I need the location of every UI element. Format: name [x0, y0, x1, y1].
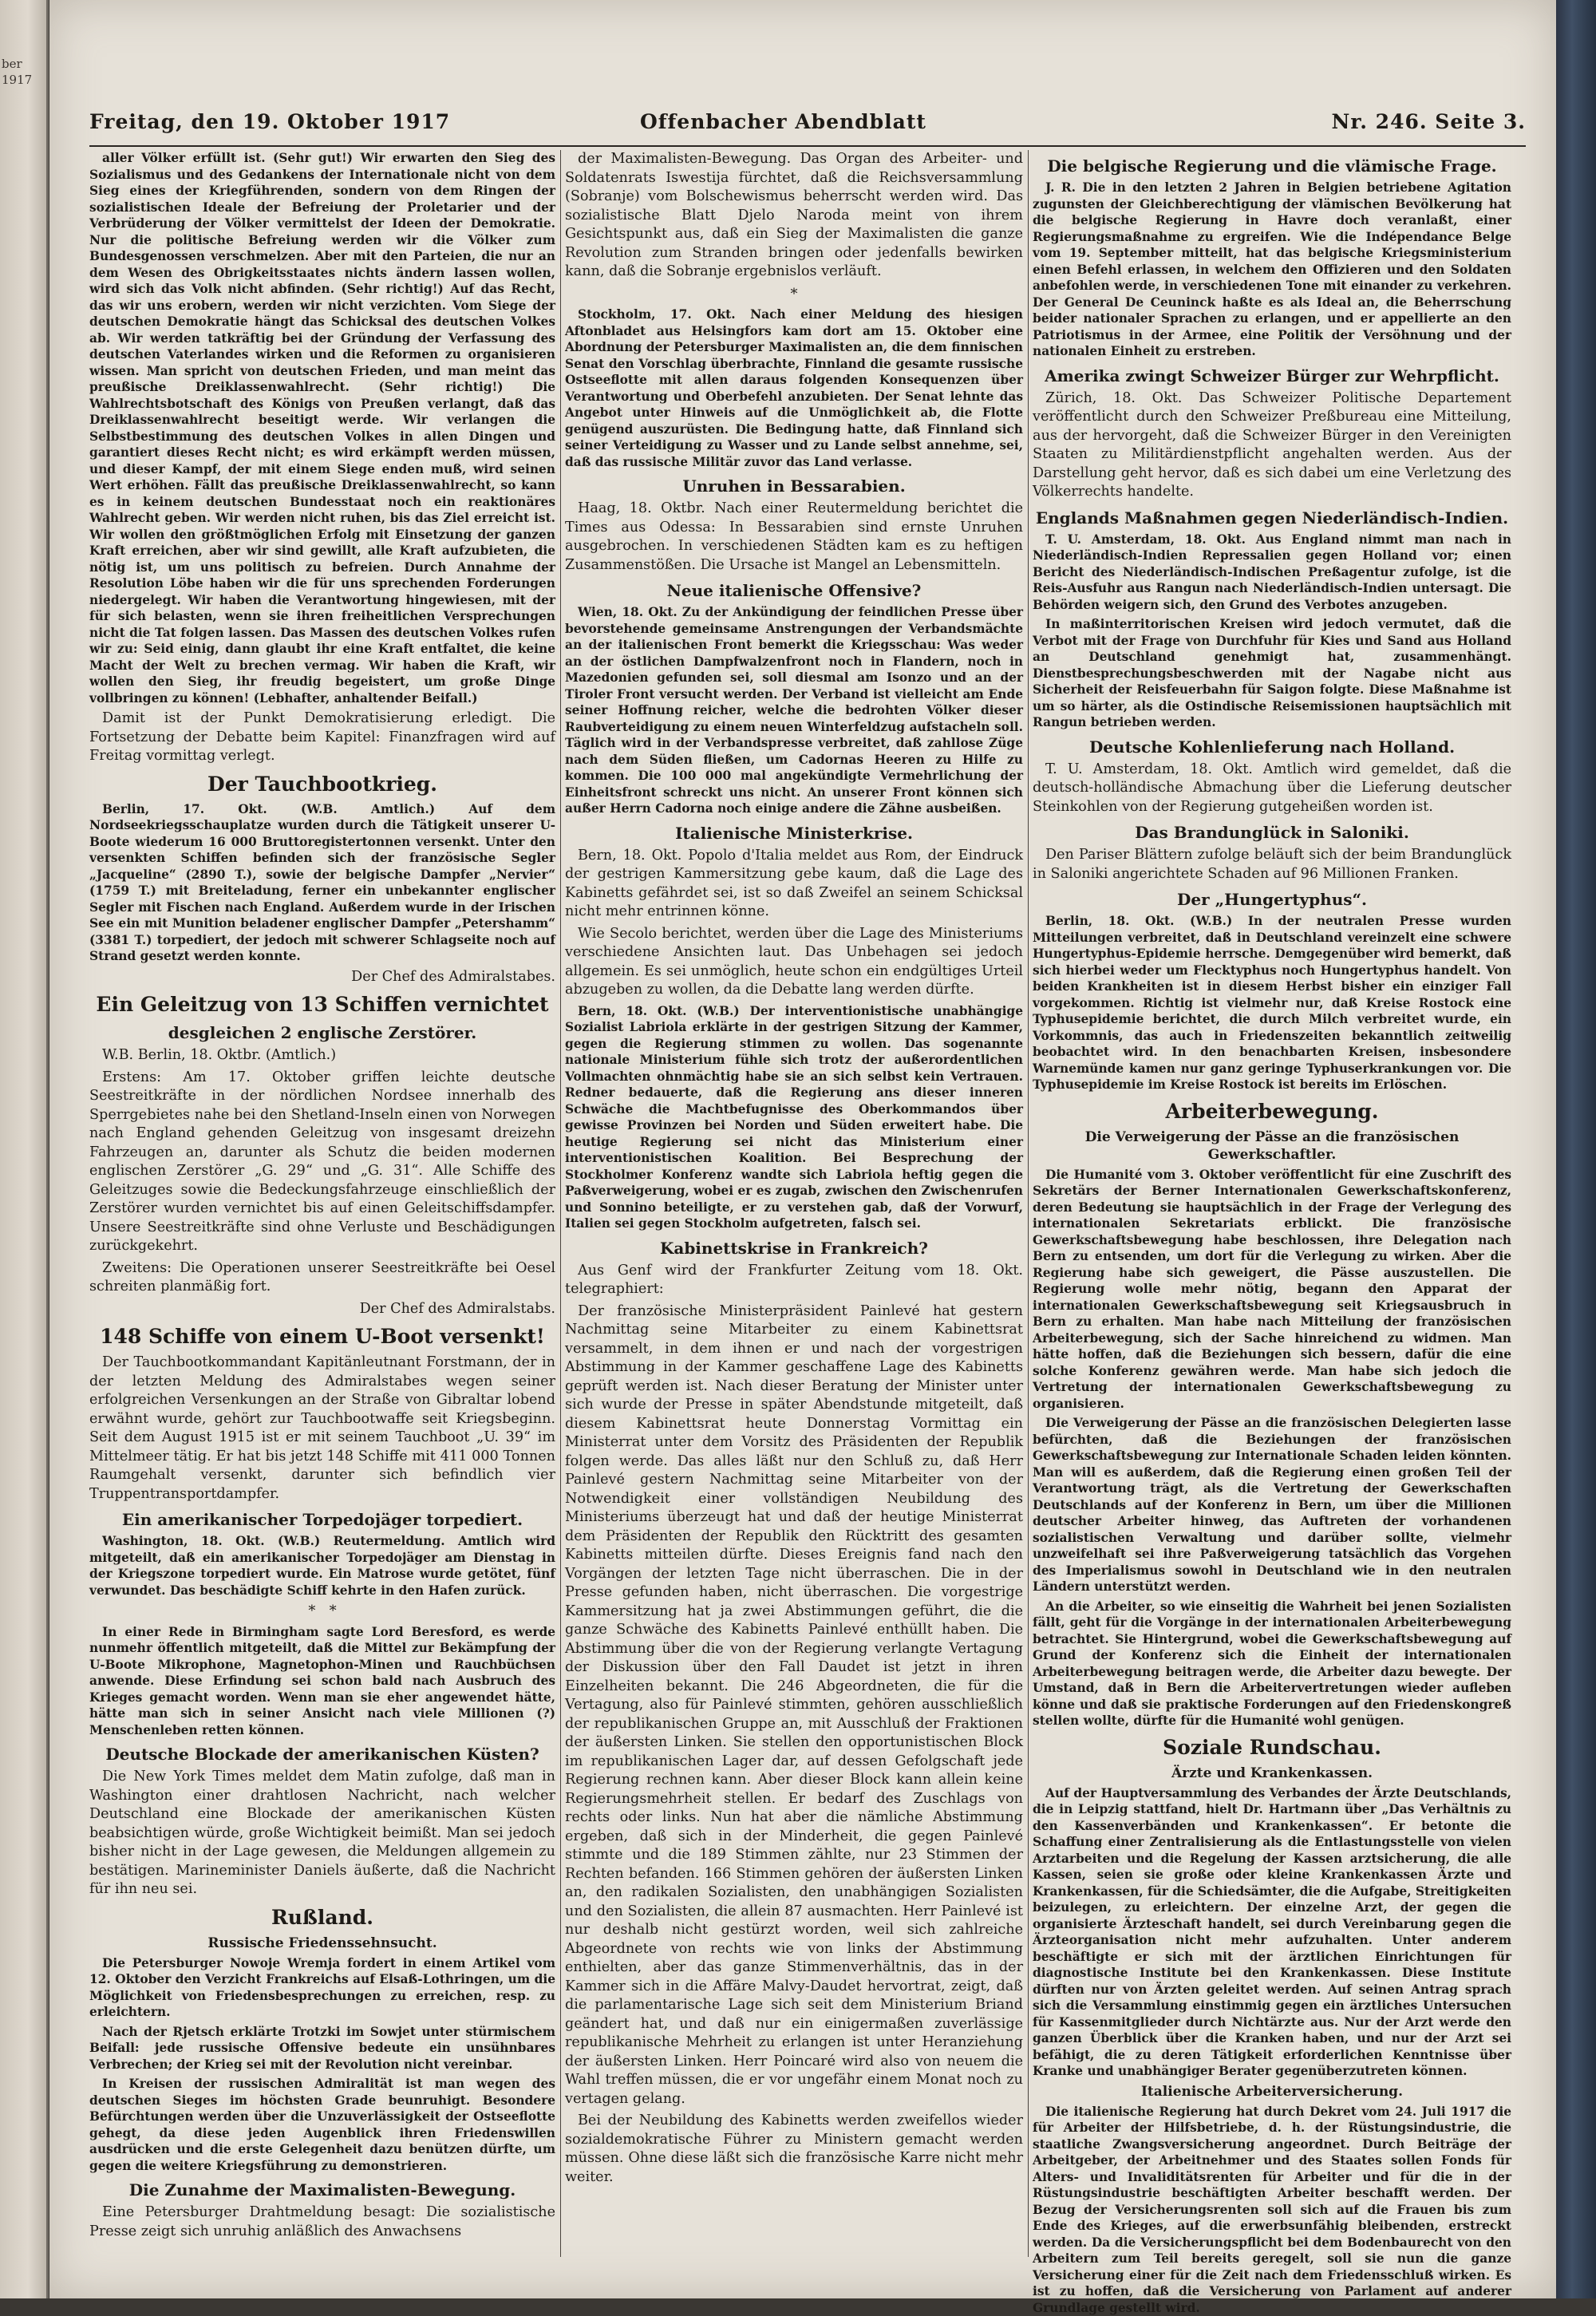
article-text: T. U. Amsterdam, 18. Okt. Amtlich wird gemeldet, daß die deutsch-holländische Abmachung über die Lieferung deutscher Steinkohlen von der Regierung gutgeheißen worden ist.: [1033, 761, 1511, 817]
adjacent-page-edge: [0, 0, 49, 2298]
article-text: Wie Secolo berichtet, werden über die Lage des Ministeriums verschiedene Ansichten laut. Das Unbehagen sei jedoch allgemein. Es sei unmöglich, heute schon ein endgültiges Urteil abzugeben zu wollen, da die Debatte lang werden dürfte.: [565, 925, 1023, 1000]
headline-kohlenlieferung: Deutsche Kohlenlieferung nach Holland.: [1033, 737, 1511, 757]
subheadline-friedenssehnsucht: Russische Friedenssehnsucht.: [89, 1935, 555, 1952]
article-text: J. R. Die in den letzten 2 Jahren in Belgien betriebene Agitation zugunsten der Gleichberechtigung der vlämischen Bevölkerung hat die belgische Regierung in Havre doch veranlaßt, einer Regierungsmaßnahme zu ergreifen. Wie die Indépendance Belge vom 19. September mitteilt, hat das belgische Kriegsministerium einen Befehl erlassen, in welchem den Offizieren und den Soldaten anbefohlen werde, in verschiedenen Tone mit einander zu verkehren. Der General De Ceuninck haßte es als Ideal an, die Beherrschung beider nationaler Sprachen zu erlangen, und er appellierte an den Patriotismus in der Armee, eine Politik der Versöhnung und der nationalen Einheit zu erstreben.: [1033, 180, 1511, 360]
article-text: Der Tauchbootkommandant Kapitänleutnant Forstmann, der in der letzten Meldung des Admiralstabes wegen seiner erfolgreichen Versenkungen an der Straße von Gibraltar lobend erwähnt wurde, gehört zur Tauchbootwaffe seit Kriegsbeginn. Seit dem August 1915 ist er mit seinem Tauchboot „U. 39“ im Mittelmeer tätig. Er hat bis jetzt 148 Schiffe mit 411 000 Tonnen Raumgehalt versenkt, darunter sich befindlich vier Truppentransportdampfer.: [89, 1354, 555, 1504]
column-rule: [1028, 150, 1029, 2257]
article-text: Die Verweigerung der Pässe an die französischen Delegierten lasse befürchten, daß die Beziehungen der französischen Gewerkschaftsbewegung zur Internationale Schaden leiden könnten. Man will es außerdem, daß die Regierung einen großen Teil der Verantwortung trägt, als die Vertretung der Gewerkschaften Deutschlands auf der Konferenz in Bern, um über die Millionen deutscher Arbeiter hinweg, das Auftreten der vorhandenen sozialistischen Verwaltung und darüber sollte, vielmehr unzweifelhaft sei ihre Paßverweigerung tatsächlich das Vorgehen des Imperialismus sowohl in Deutschland wie in den neutralen Ländern unterstützt werden.: [1033, 1415, 1511, 1595]
headline-brandunglueck: Das Brandunglück in Saloniki.: [1033, 823, 1511, 843]
article-text: Die italienische Regierung hat durch Dekret vom 24. Juli 1917 die für Arbeiter der Hilfsbetriebe, d. h. der Rüstungsindustrie, die staatliche Zwangsversicherung angeordnet. Durch Beiträge der Arbeitgeber, der Arbeitnehmer und des Staates sollen Fonds für Alters- und Invaliditätsrenten für Arbeiter und für die in der Rüstungsindustrie beschäftigten Arbeiter beschafft werden. Der Bezug der Versicherungsrenten soll sich auf die Frauen bis zum Ende des Krieges, auf die erwerbsunfähig bleibenden, erstreckt werden. Da die Versicherungspflicht bei dem Bodenbaurecht von den Arbeitern zum Teil bereits geregelt, soll sie nun die ganze Versicherung einer für die Zeit nach dem Friedensschluß wirken. Es ist zu hoffen, daß die Versicherung von Parlament auf anderer Grundlage gestellt wird.: [1033, 2104, 1511, 2316]
article-text: Stockholm, 17. Okt. Nach einer Meldung des hiesigen Aftonbladet aus Helsingfors kam dort am 15. Oktober eine Abordnung der Petersburger Maximalisten an, die dem finnischen Senat den Vorschlag überbrachte, Finnland die gesamte russische Ostseeflotte mit allen daraus folgenden Konsequenzen über Verantwortung und Oberbefehl anzubieten. Der Senat lehnte das Angebot unter Hinweis auf die Unmöglichkeit ab, die Flotte genügend auszurüsten. Die Bedingung hatte, daß Finnland sich seiner Verteidigung zu Wasser und zu Lande selbst annehme, sei, daß das russische Militär zuvor das Land verlasse.: [565, 306, 1023, 470]
article-text: T. U. Amsterdam, 18. Okt. Aus England nimmt man nach in Niederländisch-Indien Repressalien gegen Holland vor; einen Bericht des Niederländisch-Indischen Preßagentur zufolge, ist die Reis-Ausfuhr aus Rangun nach Niederländisch-Indien untersagt. Die Behörden weigern sich, den Grund des Verbotes anzugeben.: [1033, 532, 1511, 614]
article-text: Zürich, 18. Okt. Das Schweizer Politische Departement veröffentlicht durch den Schweizer Preßbureau eine Mitteilung, aus der hervorgeht, daß die Schweizer Bürger in den Vereinigten Staaten zu Militärdienstpflicht angehalten werden. Aus der Darstellung geht hervor, daß es sich dabei um eine Verletzung des Völkerrechts handelte.: [1033, 389, 1511, 502]
book-binding: [1556, 0, 1596, 2298]
article-text: Die New York Times meldet dem Matin zufolge, daß man in Washington einer drahtlosen Nachricht, nach welcher Deutschland eine Blockade der amerikanischen Küsten beabsichtigen würde, große Wichtigkeit beimißt. Man sei jedoch bisher nicht in der Lage gewesen, die Meldungen allgemein zu bestätigen. Marineminister Daniels äußerte, daß die Nachricht für ihn neu sei.: [89, 1768, 555, 1899]
article-text: In einer Rede in Birmingham sagte Lord Beresford, es werde nunmehr öffentlich mitgeteilt, daß die Mittel zur Bekämpfung der U-Boote Mikrophone, Magnetophon-Minen und Rauchbüchsen anwende. Diese Erfindung sei schon bald nach Ausbruch des Krieges gemacht worden. Wenn man sie eher angewendet hätte, hätte man sich in seiner Ansicht nach viele Millionen (?) Menschenleben retten können.: [89, 1624, 555, 1739]
headline-england-niederlaendisch-indien: Englands Maßnahmen gegen Niederländisch-Indien.: [1033, 508, 1511, 528]
column-rule: [560, 150, 561, 2257]
masthead: [89, 110, 1526, 144]
headline-belgische-regierung: Die belgische Regierung und die vlämische Frage.: [1033, 156, 1511, 176]
subheadline-aerzte: Ärzte und Krankenkassen.: [1033, 1765, 1511, 1782]
article-text: An die Arbeiter, so wie einseitig die Wahrheit bei jenen Sozialisten fällt, geht für die Vorgänge in der internationalen Arbeiterbewegung betrachtet. Sie Hintergrund, wobei die Gewerkschaftsbewegung auf Grund der Konferenz sich die Einheit der internationalen Arbeiterbewegung beitragen werde, die Arbeiter dazu bewegte. Der Umstand, daß in Bern die Arbeitervertretungen wieder aufleben könne und daß sie praktische Forderungen auf den Friedenskongreß stellen wollte, dürfte für die Humanité wohl genügen.: [1033, 1599, 1511, 1729]
article-text: Bei der Neubildung des Kabinetts werden zweifellos wieder sozialdemokratische Führer zu Ministern gemacht werden müssen. Ohne diese läßt sich die französische Karre nicht mehr weiter.: [565, 2112, 1023, 2187]
column-3: [1033, 150, 1511, 2257]
headline-russland: Rußland.: [89, 1906, 555, 1930]
article-text: Bern, 18. Okt. (W.B.) Der interventionistische unabhängige Sozialist Labriola erklärte in der gestrigen Sitzung der Kammer, gegen die Regierung stimmen zu wollen. Das sogenannte nationale Ministerium fühle sich trotz der außerordentlichen Vollmachten ohnmächtig habe sie an sich selbst kein Vertrauen. Redner bedauerte, daß die Regierung ans dieser inneren Schwäche die Machtbefugnisse des Oberkommandos über gewisse Provinzen bei Norden und Süden erweitert habe. Die heutige Regierung sei nicht das Ministerium einer interventionistischen Koalition. Bei Besprechung der Stockholmer Konferenz wandte sich Labriola heftig gegen die Paßverweigerung, wobei er es zugab, zwischen den Zwischenrufen und Sonnino beteiligte, er zu verstehen gab, daß der Vorwurf, Italien sei gegen Stockholm aufgetreten, falsch sei.: [565, 1003, 1023, 1232]
article-text: In Kreisen der russischen Admiralität ist man wegen des deutschen Sieges im höchsten Grade beunruhigt. Besondere Befürchtungen werden über die Unzuverlässigkeit der Ostseeflotte gehegt, da diese jeden Augenblick ihren Friedenswillen ausdrücken und die erste Gelegenheit dazu benützen dürfte, um gegen die weitere Kriegsführung zu demonstrieren.: [89, 2076, 555, 2174]
headline-soziale-rundschau: Soziale Rundschau.: [1033, 1736, 1511, 1760]
article-text: In maßinterritorischen Kreisen wird jedoch vermutet, daß die Verbot mit der Frage von Durchfuhr für Kies und Sand aus Holland an Deutschland genehmigt hat, zusammenhängt. Dienstbesprechungsbeschwerden mit der Nagabe nicht aus Sicherheit der Reisfeuerbahn für Saigon folgte. Diese Maßnahme ist um so härter, als die Ostindische Reisemissionen hauptsächlich mit Rangun betrieben werden.: [1033, 616, 1511, 731]
headline-ministerkrise: Italienische Ministerkrise.: [565, 824, 1023, 844]
article-text: Berlin, 17. Okt. (W.B. Amtlich.) Auf dem Nordseekriegsschauplatze wurden durch die Tätigkeit unserer U-Boote wiederum 16 000 Bruttoregistertonnen versenkt. Unter den versenkten Schiffen befinden sich der französische Segler „Jacqueline“ (2890 T.), sowie der belgische Dampfer „Nervier“ (1759 T.) mit Breiteladung, ferner ein unbekannter englischer Segler mit Fischen nach England. Außerdem wurde in der Irischen See ein mit Munition beladener englischer Dampfer „Petershamm“ (3381 T.) torpediert, der jedoch mit schwerer Schlagseite noch auf Strand gesetzt werden konnte.: [89, 801, 555, 965]
separator: *: [565, 285, 1023, 304]
masthead-issue: Nr. 246. Seite 3.: [1332, 110, 1526, 133]
headline-amerika-wehrpflicht: Amerika zwingt Schweizer Bürger zur Wehrpflicht.: [1033, 366, 1511, 386]
headline-tauchbootkrieg: Der Tauchbootkrieg.: [89, 773, 555, 796]
article-text: Der französische Ministerpräsident Painlevé hat gestern Nachmittag seine Mitarbeiter zu einem Kabinettsrat versammelt, in dem ihnen er und nach der vorgestrigen Abstimmung in der Kammer geschaffene Lage des Kabinetts geprüft werden ist. Nach dieser Beratung der Minister unter sich wurde der Presse in später Abendstunde mitgeteilt, daß diesem Kabinettsrat heute Donnerstag Vormittag ein Ministerrat unter dem Vorsitz des Präsidenten der Republik folgen werde. Das alles läßt nur den Schluß zu, daß Herr Painlevé gestern Nachmittag seine Mitarbeiter von der Notwendigkeit einer vollständigen Neubildung des Ministeriums überzeugt hat und daß der heutige Ministerrat dem Präsidenten der Republik den Rücktritt des gesamten Kabinetts mitteilen dürfte. Dieses Ereignis fand nach den Vorgängen der letzten Tage nicht überraschen. Die in der Presse gefunden haben, nicht überraschen. Die vorgestrige Kammersitzung hat ja zwei Abstimmungen geführt, die die ganze Schwäche des Kabinetts Painlevé enthüllt haben. Die Abstimmung über die von der Regierung verlangte Vertagung der Diskussion über den Fall Daudet ist jetzt in ihren Einzelheiten bekannt. Die 246 Abgeordneten, die für die Vertagung, also für Painlevé stimmten, gehören ausschließlich der republikanischen Gruppe an, mit Ausschluß der Fraktionen der äußersten Linken. Sie stellen den opportunistischen Block im republikanischen Lager dar, auf dessen Gefolgschaft jede Regierung rechnen kann. Aber dieser Block kann allein keine Regierungsmehrheit stellen. Er bedarf des Zuschlags von rechts oder links. Nun hat aber die nämliche Abstimmung ergeben, daß sich in der Minderheit, die gegen Painlevé stimmte und die 189 Stimmen zählte, nur 23 Stimmen der Rechten befanden. 166 Stimmen gehören der äußersten Linken an, den radikalen Sozialisten, den unabhängigen Sozialisten und den Sozialisten, die allein 87 ausmachten. Herr Painlevé ist nur deshalb nicht gestürzt worden, weil sich zahlreiche Abgeordnete von rechts wie von links der Abstimmung enthielten, aber das ganze Stimmenverhältnis, das in der Kammer sich in die Affäre Malvy-Daudet hervortrat, zeigt, daß die parlamentarische Lage sich seit dem Ministerium Briand geändert hat, und daß nur ein einigermaßen zuverlässige republikanische Mehrheit zu erlangen ist unter Heranziehung der äußersten Linken. Herr Poincaré wird also von neuem die Wahl treffen müssen, die er vor ungefähr einem Monat noch zu vertagen gelang.: [565, 1302, 1023, 2109]
headline-maximalisten: Die Zunahme der Maximalisten-Bewegung.: [89, 2180, 555, 2200]
masthead-date: Freitag, den 19. Oktober 1917: [89, 110, 450, 133]
article-text: der Maximalisten-Bewegung. Das Organ des Arbeiter- und Soldatenrats Iswestija fürchtet, daß die Reichsversammlung (Sobranje) vom Bolschewismus beherrscht werden wird. Das sozialistische Blatt Djelo Naroda meint von ihrem Gesichtspunkt aus, daß ein Sieg der Maximalisten die ganze Revolution zum Stranden bringen oder jedenfalls bewirken kann, daß die Sobranje ergebnislos verläuft.: [565, 150, 1023, 282]
headline-148-schiffe: 148 Schiffe von einem U-Boot versenkt!: [89, 1325, 555, 1349]
newspaper-page: [49, 0, 1556, 2298]
column-2: [565, 150, 1023, 2257]
subheadline-arbeiterversicherung: Italienische Arbeiterversicherung.: [1033, 2083, 1511, 2101]
article-text: Damit ist der Punkt Demokratisierung erledigt. Die Fortsetzung der Debatte beim Kapitel: Finanzfragen wird auf Freitag vormittag verlegt.: [89, 709, 555, 766]
column-1: [89, 150, 555, 2257]
headline-geleitzug: Ein Geleitzug von 13 Schiffen vernichtet: [89, 993, 555, 1017]
article-text: Zweitens: Die Operationen unserer Seestreitkräfte bei Oesel schreiten planmäßig fort.: [89, 1259, 555, 1297]
article-text: Erstens: Am 17. Oktober griffen leichte deutsche Seestreitkräfte in der nördlichen Nordsee innerhalb des Sperrgebietes nahe bei den Shetland-Inseln einen von Norwegen nach England gehenden Geleitzug von insgesamt dreizehn Fahrzeugen an, darunter als Schutz die beiden modernen englischen Zerstörer „G. 29“ und „G. 31“. Alle Schiffe des Geleitzuges sowie die Bedeckungsfahrzeuge einschließlich der Zerstörer wurden vernichtet bis auf einen Geleitschiffsdampfer. Unsere Seestreitkräfte sind ohne Verluste und Beschädigungen zurückgekehrt.: [89, 1069, 555, 1256]
subheadline-paesse: Die Verweigerung der Pässe an die französischen Gewerkschaftler.: [1033, 1128, 1511, 1164]
headline-arbeiterbewegung: Arbeiterbewegung.: [1033, 1100, 1511, 1124]
article-text: Die Petersburger Nowoje Wremja fordert in einem Artikel vom 12. Oktober den Verzicht Frankreichs auf Elsaß-Lothringen, um die Möglichkeit von Friedensbesprechungen zu erreichen, resp. zu erleichtern.: [89, 1955, 555, 2021]
article-text: Haag, 18. Oktbr. Nach einer Reutermeldung berichtet die Times aus Odessa: In Bessarabien sind ernste Unruhen ausgebrochen. In verschiedenen Städten kam es zu heftigen Zusammenstößen. Die Ursache ist Mangel an Lebensmitteln.: [565, 500, 1023, 575]
dateline: W.B. Berlin, 18. Oktbr. (Amtlich.): [89, 1046, 555, 1065]
article-text: Nach der Rjetsch erklärte Trotzki im Sowjet unter stürmischem Beifall: jede russische Offensive bedeute ein unsühnbares Verbrechen; der Krieg sei mit der Revolution nicht vereinbar.: [89, 2024, 555, 2073]
article-text: Die Humanité vom 3. Oktober veröffentlicht für eine Zuschrift des Sekretärs der Berner Internationalen Gewerkschaftskonferenz, deren Bedeutung sie hauptsächlich in der Frage der Verlegung des internationalen Sekretariats erblickt. Die französische Gewerkschaftsbewegung habe beschlossen, ihre Delegation nach Bern zu entsenden, um dort für die Verlegung zu wirken. Aber die Regierung habe sich geweigert, die Pässe auszustellen. Die Regierung wolle mehr nötig, begann den Apparat der internationalen Gewerkschaftsbewegung seit Kriegsausbruch in Bern zu erhalten. Man habe nach Mitteilung der französischen Arbeiterbewegung, sich der Sache hinreichend zu widmen. Man hätte hoffen, daß die Beziehungen sich bessern, dafür die eine solche Konferenz gewähren werde. Man habe sich jedoch die Vertretung der internationalen Gewerkschaftsbewegung zu organisieren.: [1033, 1167, 1511, 1413]
headline-bessarabien: Unruhen in Bessarabien.: [565, 476, 1023, 496]
article-text: Aus Genf wird der Frankfurter Zeitung vom 18. Okt. telegraphiert:: [565, 1262, 1023, 1299]
headline-blockade: Deutsche Blockade der amerikanischen Küsten?: [89, 1745, 555, 1765]
headline-kabinettskrise: Kabinettskrise in Frankreich?: [565, 1239, 1023, 1259]
article-text: Wien, 18. Okt. Zu der Ankündigung der feindlichen Presse über bevorstehende gemeinsame Anstrengungen der Verbandsmächte an der italienischen Front bemerkt die Kriegsschau: Was weder an der östlichen Dampfwalzenfront noch in Flandern, noch in Mazedonien gefunden sei, soll diesmal am Isonzo und an der Tiroler Front versucht werden. Der Verband ist vielleicht am Ende seiner Hoffnung reicher, welche die bedrohten Völker dieser Raubverteidigung zu einem neuen Winterfeldzug aufstacheln soll. Täglich wird in der Verbandspresse verbreitet, daß zahllose Züge nach dem Süden fließen, um Cadornas Heeren zu Hilfe zu kommen. Die 100 000 mal angekündigte Vermehrlichung der Einheitsfront schreckt uns nicht. An unserer Front können sich außer Herrn Cadorna noch einige andere die Zähne ausbeißen.: [565, 604, 1023, 817]
headline-hungertyphus: Der „Hungertyphus“.: [1033, 890, 1511, 910]
article-text: Bern, 18. Okt. Popolo d'Italia meldet aus Rom, der Eindruck der gestrigen Kammersitzung gebe kaum, daß die Lage des Kabinetts gefährdet sei, ist so daß Zweifel an seinem Schicksal nicht mehr entrinnen könne.: [565, 847, 1023, 922]
headline-offensive: Neue italienische Offensive?: [565, 581, 1023, 601]
article-text: Eine Petersburger Drahtmeldung besagt: Die sozialistische Presse zeigt sich unruhig anläßlich des Anwachsens: [89, 2203, 555, 2241]
separator: * *: [89, 1602, 555, 1621]
article-text: aller Völker erfüllt ist. (Sehr gut!) Wir erwarten den Sieg des Sozialismus und des Gedankens der Internationale nicht von dem Sieg eines der Kriegführenden, sondern von dem Ringen der sozialistischen Ideale der Befreiung der Proletarier und der Verbrüderung der Völker vermittelst der Ideen der Demokratie. Nur die politische Befreiung werden wir die Völker zum Bundesgenossen verschmelzen. Aber mit den Parteien, die nur an dem Wesen des Obrigkeitsstaates nichts ändern lassen wollen, wird sich das Volk nicht abfinden. (Sehr richtig!) Auf das Recht, das wir uns erobern, werden wir nicht verzichten. Vom Siege der deutschen Demokratie hängt das Schicksal des deutschen Volkes ab. Wir werden tatkräftig bei der Gründung der Verfassung des deutschen Vaterlandes wirken und die Reformen zu organisieren wissen. Man spricht von deutschen Frieden, und man meint das preußische Dreiklassenwahlrecht. (Sehr richtig!) Die Wahlrechtsbotschaft des Königs von Preußen verlangt, daß das Dreiklassenwahlrecht beseitigt werde. Wir verlangen die Selbstbestimmung des deutschen Volkes in allen Dingen und garantiert dieses Recht nicht; es wird erkämpft werden müssen, und dieser Kampf, der mit einem Siege enden muß, wird seinen Wert erhöhen. Fällt das preußische Dreiklassenwahlrecht, so kann es in keinem deutschen Bundesstaat noch ein reaktionäres Wahlrecht geben. Wir werden nicht ruhen, bis das Ziel erreicht ist. Wir wollen den größtmöglichen Erfolg mit Einsetzung der ganzen Kraft erreichen, aber wir sind gewillt, alle Kraft aufzubieten, die nötig ist, um uns politisch zu befreien. Durch Annahme der Resolution Löbe haben wir die für uns sprechenden Forderungen niedergelegt. Wir haben die Verantwortung hingewiesen, mit der für sich belasten, wenn sie ihren freiheitlichen Versprechungen nicht die Tat folgen lassen. Das Massen des deutschen Volkes rufen wir zu: Seid einig, dann glaubt ihr eine Kraft entfaltet, die keine Macht der Welt zu brechen vermag. Wir haben die Kraft, wir wollen den Sieg, ihr freudig begeistert, um große Dinge vollbringen zu können! (Lebhafter, anhaltender Beifall.): [89, 150, 555, 706]
article-text: Auf der Hauptversammlung des Verbandes der Ärzte Deutschlands, die in Leipzig stattfand, hielt Dr. Hartmann über „Das Verhältnis zu den Kassenverbänden und Krankenkassen“. Er betonte die Schaffung einer Zentralisierung als die Entlastungsstelle von vielen Arztarbeiten und die Regelung der Kassen arztsicherung, die alle Kassen, seien sie große oder kleine Krankenkassen Ärzte und Krankenkassen, für die Schiedsämter, die die Aufgabe, Streitigkeiten beizulegen, zu erleichtern. Der einzelne Arzt, der gegen die organisierte Ärzteschaft handelt, sei durch Vereinbarung gegen die Ärzteorganisation nicht mehr aufzuhalten. Unter anderem beschäftigte er sich mit der ärztlichen Einrichtungen für diagnostische Institute bei den Krankenkassen. Diese Institute dürften nur von Ärzten geleitet werden. Auf seinen Antrag sprach sich die Versammlung einstimmig gegen ein ärztliches Untersuchen für Kassenmitglieder durch Nichtärzte aus. Nur der Arzt werde den ganzen Überblick über die Kranken haben, und nur der Arzt sei befähigt, die zu deren Tätigkeit erforderlichen Kenntnisse über Kranke und unabhängiger Berater gegenüberzutreten können.: [1033, 1785, 1511, 2080]
masthead-rule: [89, 145, 1526, 147]
article-text: Den Pariser Blättern zufolge beläuft sich der beim Brandunglück in Saloniki angerichtete Schaden auf 96 Millionen Franken.: [1033, 846, 1511, 883]
article-signature: Der Chef des Admiralstabes.: [89, 968, 555, 987]
article-text: Berlin, 18. Okt. (W.B.) In der neutralen Presse wurden Mitteilungen verbreitet, daß in Deutschland vereinzelt eine schwere Hungertyphus-Epidemie herrsche. Demgegenüber wird bemerkt, daß sich hierbei weder um Flecktyphus noch Hungertyphus handelt. Von beiden Krankheiten ist in diesem Herbst bisher ein einziger Fall vorgekommen. Richtig ist vielmehr nur, daß Kreise Rostock eine Typhusepidemie berichtet, die durch Milch verbreitet wurde, ein Vorkommnis, das auch in Friedenszeiten bekanntlich zeitweilig beobachtet wird. In den benachbarten Kreisen, insbesondere Warnemünde kamen nur ganz geringe Typhuserkrankungen vor. Die Typhusepidemie im Kreise Rostock ist bereits im Erlöschen.: [1033, 913, 1511, 1093]
headline-torpedojaeger: Ein amerikanischer Torpedojäger torpediert.: [89, 1510, 555, 1530]
article-signature: Der Chef des Admiralstabs.: [89, 1300, 555, 1319]
edge-year: ber 1917: [2, 56, 45, 88]
masthead-paper: Offenbacher Abendblatt: [640, 110, 926, 133]
subheadline-geleitzug: desgleichen 2 englische Zerstörer.: [89, 1023, 555, 1043]
article-text: Washington, 18. Okt. (W.B.) Reutermeldung. Amtlich wird mitgeteilt, daß ein amerikanischer Torpedojäger am Dienstag in der Kriegszone torpediert wurde. Ein Matrose wurde getötet, fünf verwundet. Das beschädigte Schiff kehrte in den Hafen zurück.: [89, 1533, 555, 1599]
